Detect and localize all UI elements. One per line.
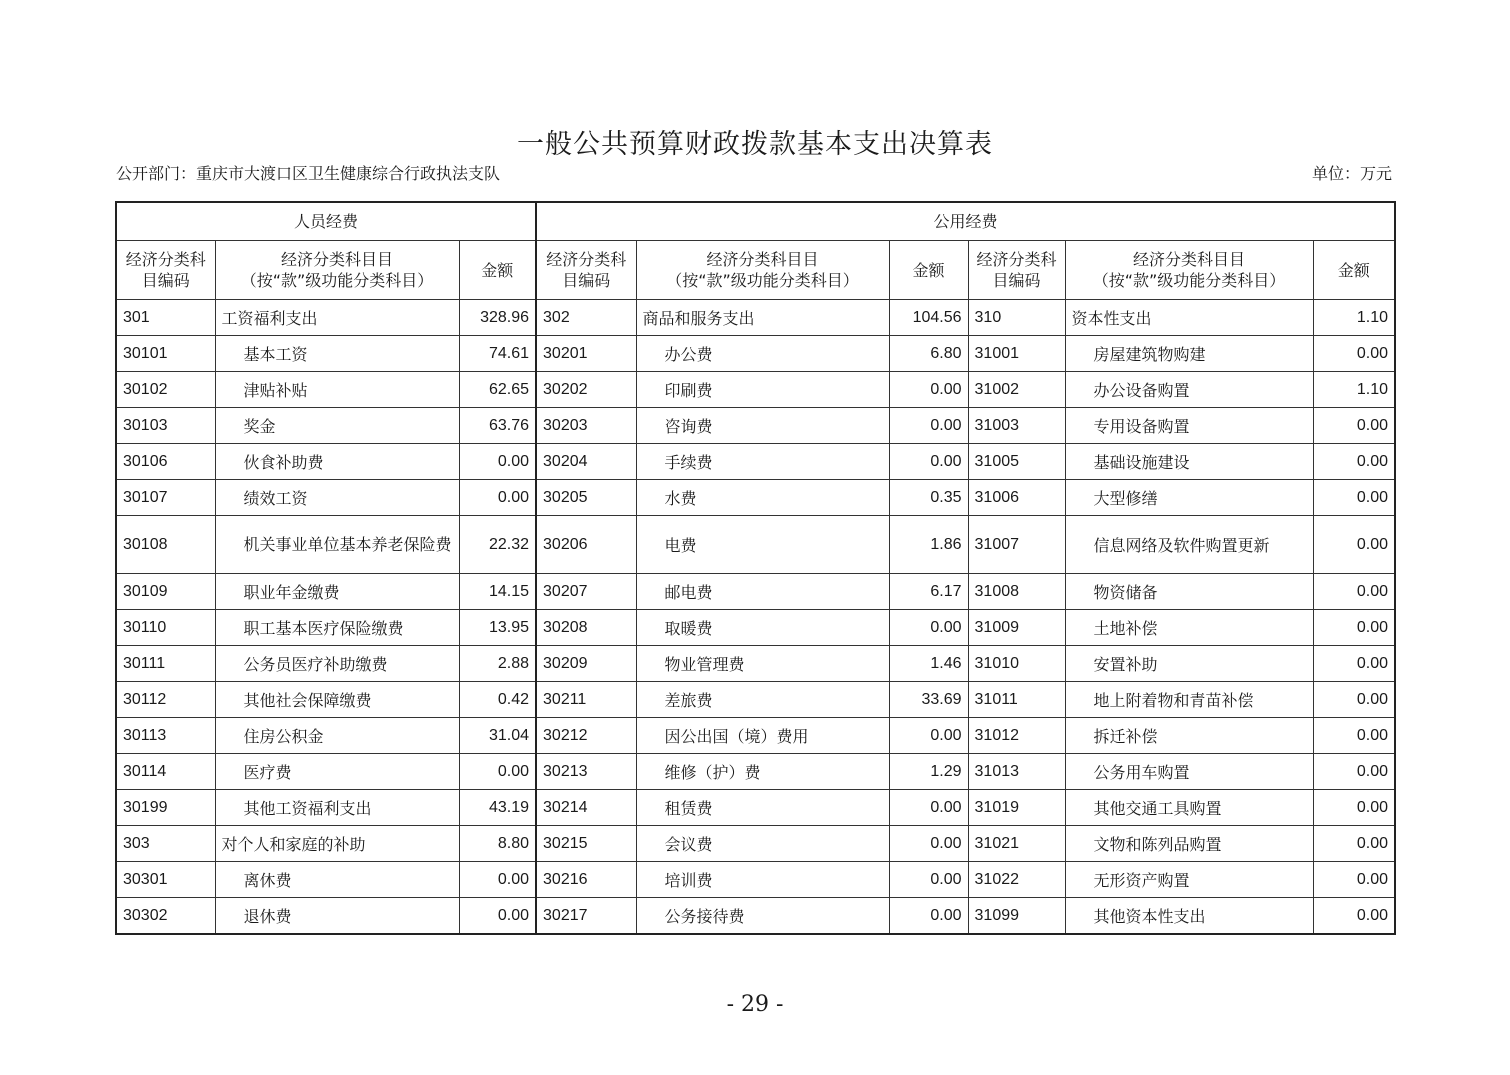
amount-cell: 6.17	[889, 574, 968, 610]
table-row	[116, 646, 1395, 682]
subject-cell: 取暖费	[636, 610, 889, 646]
code-cell: 30204	[536, 444, 636, 480]
code-cell: 31008	[968, 574, 1065, 610]
table-row	[116, 516, 1395, 574]
amount-cell: 0.00	[889, 790, 968, 826]
subject-cell: 退休费	[215, 898, 459, 935]
subject-cell: 基本工资	[215, 336, 459, 372]
code-cell: 30101	[116, 336, 215, 372]
subject-cell: 商品和服务支出	[636, 300, 889, 336]
subject-cell: 水费	[636, 480, 889, 516]
code-cell: 30106	[116, 444, 215, 480]
amount-cell: 0.00	[1313, 862, 1395, 898]
amount-header: 金额	[889, 241, 968, 300]
subject-cell: 资本性支出	[1065, 300, 1313, 336]
code-cell: 30108	[116, 516, 215, 574]
table-row	[116, 718, 1395, 754]
amount-cell: 0.00	[889, 718, 968, 754]
page-number: - 29 -	[726, 992, 784, 1017]
table-row	[116, 444, 1395, 480]
amount-cell: 0.00	[1313, 646, 1395, 682]
code-cell: 30199	[116, 790, 215, 826]
amount-cell: 0.00	[1313, 718, 1395, 754]
amount-cell: 1.10	[1313, 372, 1395, 408]
subject-cell: 会议费	[636, 826, 889, 862]
subject-cell: 机关事业单位基本养老保险费	[215, 516, 459, 574]
subject-cell: 职业年金缴费	[215, 574, 459, 610]
subject-cell: 津贴补贴	[215, 372, 459, 408]
table-row	[116, 300, 1395, 336]
table-row	[116, 682, 1395, 718]
table-row	[116, 372, 1395, 408]
code-header: 经济分类科目编码	[116, 241, 215, 300]
personnel-header: 人员经费	[116, 202, 536, 241]
table-row	[116, 574, 1395, 610]
code-header: 经济分类科目编码	[536, 241, 636, 300]
subject-cell: 基础设施建设	[1065, 444, 1313, 480]
amount-cell: 0.00	[459, 444, 536, 480]
code-cell: 30207	[536, 574, 636, 610]
amount-cell: 0.00	[1313, 682, 1395, 718]
amount-header: 金额	[1313, 241, 1395, 300]
subject-cell: 土地补偿	[1065, 610, 1313, 646]
code-cell: 30301	[116, 862, 215, 898]
subject-cell: 维修（护）费	[636, 754, 889, 790]
amount-cell: 0.00	[889, 826, 968, 862]
subject-cell: 租赁费	[636, 790, 889, 826]
code-cell: 30202	[536, 372, 636, 408]
code-cell: 30205	[536, 480, 636, 516]
subject-cell: 文物和陈列品购置	[1065, 826, 1313, 862]
amount-cell: 43.19	[459, 790, 536, 826]
amount-cell: 13.95	[459, 610, 536, 646]
amount-cell: 0.00	[889, 444, 968, 480]
amount-cell: 1.46	[889, 646, 968, 682]
code-cell: 30208	[536, 610, 636, 646]
subject-cell: 拆迁补偿	[1065, 718, 1313, 754]
code-cell: 30203	[536, 408, 636, 444]
subject-cell: 绩效工资	[215, 480, 459, 516]
code-cell: 30107	[116, 480, 215, 516]
code-cell: 30201	[536, 336, 636, 372]
amount-cell: 74.61	[459, 336, 536, 372]
code-cell: 30302	[116, 898, 215, 935]
amount-cell: 0.00	[1313, 516, 1395, 574]
amount-cell: 1.10	[1313, 300, 1395, 336]
code-cell: 30212	[536, 718, 636, 754]
subject-cell: 邮电费	[636, 574, 889, 610]
code-cell: 30211	[536, 682, 636, 718]
code-cell: 302	[536, 300, 636, 336]
department-label: 公开部门：重庆市大渡口区卫生健康综合行政执法支队	[116, 164, 501, 183]
amount-cell: 0.00	[1313, 574, 1395, 610]
subject-cell: 大型修缮	[1065, 480, 1313, 516]
code-cell: 30103	[116, 408, 215, 444]
subject-cell: 差旅费	[636, 682, 889, 718]
amount-cell: 328.96	[459, 300, 536, 336]
code-cell: 303	[116, 826, 215, 862]
amount-cell: 0.00	[889, 862, 968, 898]
amount-cell: 22.32	[459, 516, 536, 574]
amount-header: 金额	[459, 241, 536, 300]
public-header: 公用经费	[536, 202, 1395, 241]
code-cell: 30209	[536, 646, 636, 682]
code-cell: 31003	[968, 408, 1065, 444]
subject-cell: 印刷费	[636, 372, 889, 408]
code-cell: 30213	[536, 754, 636, 790]
amount-cell: 0.35	[889, 480, 968, 516]
subject-cell: 伙食补助费	[215, 444, 459, 480]
code-cell: 31007	[968, 516, 1065, 574]
code-cell: 31001	[968, 336, 1065, 372]
amount-cell: 0.00	[459, 898, 536, 935]
code-cell: 30112	[116, 682, 215, 718]
table-row	[116, 898, 1395, 935]
subject-cell: 无形资产购置	[1065, 862, 1313, 898]
code-header: 经济分类科目编码	[968, 241, 1065, 300]
code-cell: 31011	[968, 682, 1065, 718]
amount-cell: 0.00	[1313, 336, 1395, 372]
subject-cell: 电费	[636, 516, 889, 574]
code-cell: 30114	[116, 754, 215, 790]
code-cell: 31002	[968, 372, 1065, 408]
unit-label: 单位：万元	[1311, 164, 1392, 183]
amount-cell: 0.00	[1313, 408, 1395, 444]
subject-header: 经济分类科目目 （按“款”级功能分类科目）	[215, 241, 459, 300]
code-cell: 31005	[968, 444, 1065, 480]
code-cell: 30215	[536, 826, 636, 862]
expenditure-table	[115, 201, 1396, 935]
subject-cell: 房屋建筑物购建	[1065, 336, 1313, 372]
amount-cell: 0.00	[1313, 480, 1395, 516]
amount-cell: 0.00	[459, 480, 536, 516]
subject-cell: 专用设备购置	[1065, 408, 1313, 444]
amount-cell: 33.69	[889, 682, 968, 718]
table-row	[116, 790, 1395, 826]
amount-cell: 1.29	[889, 754, 968, 790]
subject-cell: 信息网络及软件购置更新	[1065, 516, 1313, 574]
subject-cell: 其他社会保障缴费	[215, 682, 459, 718]
code-cell: 30109	[116, 574, 215, 610]
code-cell: 310	[968, 300, 1065, 336]
code-cell: 30206	[536, 516, 636, 574]
amount-cell: 0.00	[459, 862, 536, 898]
code-cell: 31013	[968, 754, 1065, 790]
code-cell: 30102	[116, 372, 215, 408]
subject-cell: 其他资本性支出	[1065, 898, 1313, 935]
table-row	[116, 408, 1395, 444]
subject-cell: 职工基本医疗保险缴费	[215, 610, 459, 646]
amount-cell: 62.65	[459, 372, 536, 408]
amount-cell: 2.88	[459, 646, 536, 682]
code-cell: 31021	[968, 826, 1065, 862]
amount-cell: 0.00	[1313, 444, 1395, 480]
code-cell: 31012	[968, 718, 1065, 754]
amount-cell: 1.86	[889, 516, 968, 574]
amount-cell: 0.42	[459, 682, 536, 718]
subject-cell: 奖金	[215, 408, 459, 444]
code-cell: 30113	[116, 718, 215, 754]
table-row	[116, 480, 1395, 516]
amount-cell: 0.00	[1313, 754, 1395, 790]
table-row	[116, 610, 1395, 646]
code-cell: 31010	[968, 646, 1065, 682]
subject-cell: 工资福利支出	[215, 300, 459, 336]
amount-cell: 0.00	[1313, 826, 1395, 862]
code-cell: 31099	[968, 898, 1065, 935]
code-cell: 31009	[968, 610, 1065, 646]
subject-cell: 医疗费	[215, 754, 459, 790]
page-title: 一般公共预算财政拨款基本支出决算表	[517, 129, 993, 160]
subject-cell: 公务用车购置	[1065, 754, 1313, 790]
subject-cell: 住房公积金	[215, 718, 459, 754]
code-cell: 31019	[968, 790, 1065, 826]
amount-cell: 14.15	[459, 574, 536, 610]
code-cell: 301	[116, 300, 215, 336]
subject-cell: 其他工资福利支出	[215, 790, 459, 826]
amount-cell: 0.00	[889, 898, 968, 935]
table-row	[116, 826, 1395, 862]
subject-cell: 培训费	[636, 862, 889, 898]
subject-cell: 物资储备	[1065, 574, 1313, 610]
amount-cell: 0.00	[1313, 610, 1395, 646]
amount-cell: 104.56	[889, 300, 968, 336]
subject-cell: 办公费	[636, 336, 889, 372]
subject-cell: 咨询费	[636, 408, 889, 444]
amount-cell: 0.00	[459, 754, 536, 790]
amount-cell: 0.00	[1313, 898, 1395, 935]
amount-cell: 0.00	[889, 408, 968, 444]
subject-cell: 地上附着物和青苗补偿	[1065, 682, 1313, 718]
amount-cell: 0.00	[889, 610, 968, 646]
table-row	[116, 336, 1395, 372]
subject-header: 经济分类科目目 （按“款”级功能分类科目）	[1065, 241, 1313, 300]
subject-cell: 因公出国（境）费用	[636, 718, 889, 754]
subject-cell: 安置补助	[1065, 646, 1313, 682]
code-cell: 31006	[968, 480, 1065, 516]
amount-cell: 0.00	[1313, 790, 1395, 826]
amount-cell: 63.76	[459, 408, 536, 444]
amount-cell: 0.00	[889, 372, 968, 408]
subject-cell: 物业管理费	[636, 646, 889, 682]
subject-cell: 公务员医疗补助缴费	[215, 646, 459, 682]
amount-cell: 8.80	[459, 826, 536, 862]
code-cell: 30111	[116, 646, 215, 682]
subject-cell: 对个人和家庭的补助	[215, 826, 459, 862]
subject-cell: 离休费	[215, 862, 459, 898]
table-row	[116, 862, 1395, 898]
subject-cell: 公务接待费	[636, 898, 889, 935]
code-cell: 30110	[116, 610, 215, 646]
amount-cell: 31.04	[459, 718, 536, 754]
subject-cell: 其他交通工具购置	[1065, 790, 1313, 826]
subject-header: 经济分类科目目 （按“款”级功能分类科目）	[636, 241, 889, 300]
amount-cell: 6.80	[889, 336, 968, 372]
code-cell: 31022	[968, 862, 1065, 898]
subject-cell: 手续费	[636, 444, 889, 480]
code-cell: 30216	[536, 862, 636, 898]
table-row	[116, 754, 1395, 790]
code-cell: 30217	[536, 898, 636, 935]
code-cell: 30214	[536, 790, 636, 826]
subject-cell: 办公设备购置	[1065, 372, 1313, 408]
